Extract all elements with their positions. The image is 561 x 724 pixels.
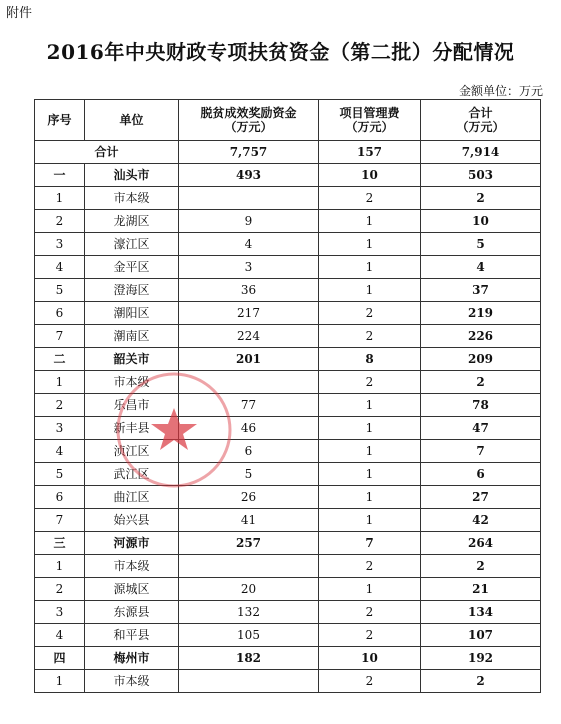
- table-row: [35, 555, 541, 578]
- row-fee: 1: [319, 463, 421, 486]
- row-reward: 46: [179, 417, 319, 440]
- row-fee: 1: [319, 210, 421, 233]
- row-total: 2: [421, 555, 541, 578]
- row-total: 47: [421, 417, 541, 440]
- row-reward: 26: [179, 486, 319, 509]
- table-row: [35, 463, 541, 486]
- row-total: 27: [421, 486, 541, 509]
- table-row: [35, 210, 541, 233]
- row-fee: 10: [319, 647, 421, 670]
- row-fee: 2: [319, 187, 421, 210]
- row-reward: [179, 187, 319, 210]
- row-total: 2: [421, 670, 541, 693]
- row-no: 5: [35, 279, 85, 302]
- row-fee: 7: [319, 532, 421, 555]
- row-no: 5: [35, 463, 85, 486]
- row-unit: 东源县: [85, 601, 179, 624]
- row-reward: 36: [179, 279, 319, 302]
- row-no: 7: [35, 325, 85, 348]
- row-total: 503: [421, 164, 541, 187]
- row-reward: [179, 670, 319, 693]
- row-reward: 105: [179, 624, 319, 647]
- row-no: 3: [35, 417, 85, 440]
- row-no: 4: [35, 624, 85, 647]
- table-row: [35, 279, 541, 302]
- row-no: 2: [35, 394, 85, 417]
- row-no: 三: [35, 532, 85, 555]
- row-total: 134: [421, 601, 541, 624]
- row-reward: 201: [179, 348, 319, 371]
- row-fee: 1: [319, 394, 421, 417]
- table-row: [35, 509, 541, 532]
- row-unit: 乐昌市: [85, 394, 179, 417]
- row-total: 78: [421, 394, 541, 417]
- row-unit: 市本级: [85, 555, 179, 578]
- row-no: 3: [35, 601, 85, 624]
- row-no: 1: [35, 555, 85, 578]
- table-row: [35, 486, 541, 509]
- row-reward: 77: [179, 394, 319, 417]
- row-fee: 1: [319, 509, 421, 532]
- row-total: 2: [421, 371, 541, 394]
- row-unit: 市本级: [85, 670, 179, 693]
- table-row: [35, 256, 541, 279]
- row-reward: 20: [179, 578, 319, 601]
- table-row: [35, 440, 541, 463]
- table-row: [35, 624, 541, 647]
- total-label: 合计: [35, 141, 179, 164]
- table-row: [35, 233, 541, 256]
- row-no: 2: [35, 578, 85, 601]
- row-fee: 10: [319, 164, 421, 187]
- row-total: 2: [421, 187, 541, 210]
- row-total: 226: [421, 325, 541, 348]
- row-reward: 5: [179, 463, 319, 486]
- row-fee: 1: [319, 417, 421, 440]
- row-unit: 潮南区: [85, 325, 179, 348]
- table-total-row: [35, 141, 541, 164]
- row-fee: 2: [319, 325, 421, 348]
- row-unit: 澄海区: [85, 279, 179, 302]
- row-reward: 4: [179, 233, 319, 256]
- header-unit: 单位: [85, 100, 179, 141]
- header-total: 合计 （万元）: [421, 100, 541, 141]
- header-fee: 项目管理费 （万元）: [319, 100, 421, 141]
- table-row: [35, 417, 541, 440]
- row-unit: 龙湖区: [85, 210, 179, 233]
- row-total: 192: [421, 647, 541, 670]
- city-row: [35, 164, 541, 187]
- header-reward: 脱贫成效奖励资金 （万元）: [179, 100, 319, 141]
- row-unit: 武江区: [85, 463, 179, 486]
- row-no: 一: [35, 164, 85, 187]
- row-total: 107: [421, 624, 541, 647]
- row-total: 10: [421, 210, 541, 233]
- table-row: [35, 578, 541, 601]
- row-fee: 1: [319, 256, 421, 279]
- row-fee: 2: [319, 371, 421, 394]
- row-no: 6: [35, 486, 85, 509]
- row-total: 37: [421, 279, 541, 302]
- page-title: 2016年中央财政专项扶贫资金（第二批）分配情况: [46, 40, 515, 64]
- header-no: 序号: [35, 100, 85, 141]
- row-reward: 493: [179, 164, 319, 187]
- row-no: 7: [35, 509, 85, 532]
- row-no: 1: [35, 371, 85, 394]
- row-total: 209: [421, 348, 541, 371]
- row-total: 21: [421, 578, 541, 601]
- row-fee: 1: [319, 578, 421, 601]
- row-total: 4: [421, 256, 541, 279]
- row-unit: 市本级: [85, 187, 179, 210]
- table-row: [35, 601, 541, 624]
- row-fee: 2: [319, 624, 421, 647]
- row-reward: 217: [179, 302, 319, 325]
- row-fee: 1: [319, 233, 421, 256]
- row-no: 4: [35, 256, 85, 279]
- row-unit: 金平区: [85, 256, 179, 279]
- row-unit: 曲江区: [85, 486, 179, 509]
- row-no: 1: [35, 187, 85, 210]
- row-no: 4: [35, 440, 85, 463]
- city-row: [35, 532, 541, 555]
- row-total: 6: [421, 463, 541, 486]
- table-row: [35, 371, 541, 394]
- city-row: [35, 647, 541, 670]
- row-unit: 韶关市: [85, 348, 179, 371]
- total-fee: 157: [319, 141, 421, 164]
- row-reward: 9: [179, 210, 319, 233]
- row-no: 3: [35, 233, 85, 256]
- row-total: 42: [421, 509, 541, 532]
- allocation-table: [34, 99, 541, 693]
- row-fee: 1: [319, 440, 421, 463]
- row-fee: 8: [319, 348, 421, 371]
- row-no: 6: [35, 302, 85, 325]
- table-row: [35, 394, 541, 417]
- table-row: [35, 325, 541, 348]
- row-reward: 41: [179, 509, 319, 532]
- row-fee: 2: [319, 601, 421, 624]
- row-total: 264: [421, 532, 541, 555]
- row-total: 5: [421, 233, 541, 256]
- row-no: 四: [35, 647, 85, 670]
- table-row: [35, 187, 541, 210]
- table-row: [35, 670, 541, 693]
- row-reward: 6: [179, 440, 319, 463]
- row-total: 219: [421, 302, 541, 325]
- row-no: 1: [35, 670, 85, 693]
- row-unit: 梅州市: [85, 647, 179, 670]
- row-unit: 河源市: [85, 532, 179, 555]
- row-unit: 和平县: [85, 624, 179, 647]
- table-row: [35, 302, 541, 325]
- table-header-row: [35, 100, 541, 141]
- row-unit: 新丰县: [85, 417, 179, 440]
- row-reward: 182: [179, 647, 319, 670]
- row-reward: 3: [179, 256, 319, 279]
- row-fee: 2: [319, 670, 421, 693]
- row-unit: 汕头市: [85, 164, 179, 187]
- row-reward: [179, 371, 319, 394]
- row-reward: 132: [179, 601, 319, 624]
- total-reward: 7,757: [179, 141, 319, 164]
- row-unit: 源城区: [85, 578, 179, 601]
- row-fee: 1: [319, 486, 421, 509]
- attachment-label: 附件: [6, 6, 33, 21]
- row-reward: 257: [179, 532, 319, 555]
- row-reward: 224: [179, 325, 319, 348]
- row-total: 7: [421, 440, 541, 463]
- row-unit: 浈江区: [85, 440, 179, 463]
- row-no: 二: [35, 348, 85, 371]
- unit-note: 金额单位：万元: [458, 84, 543, 98]
- row-fee: 1: [319, 279, 421, 302]
- row-unit: 濠江区: [85, 233, 179, 256]
- row-no: 2: [35, 210, 85, 233]
- city-row: [35, 348, 541, 371]
- row-fee: 2: [319, 555, 421, 578]
- total-sum: 7,914: [421, 141, 541, 164]
- row-unit: 始兴县: [85, 509, 179, 532]
- row-fee: 2: [319, 302, 421, 325]
- row-unit: 市本级: [85, 371, 179, 394]
- row-reward: [179, 555, 319, 578]
- row-unit: 潮阳区: [85, 302, 179, 325]
